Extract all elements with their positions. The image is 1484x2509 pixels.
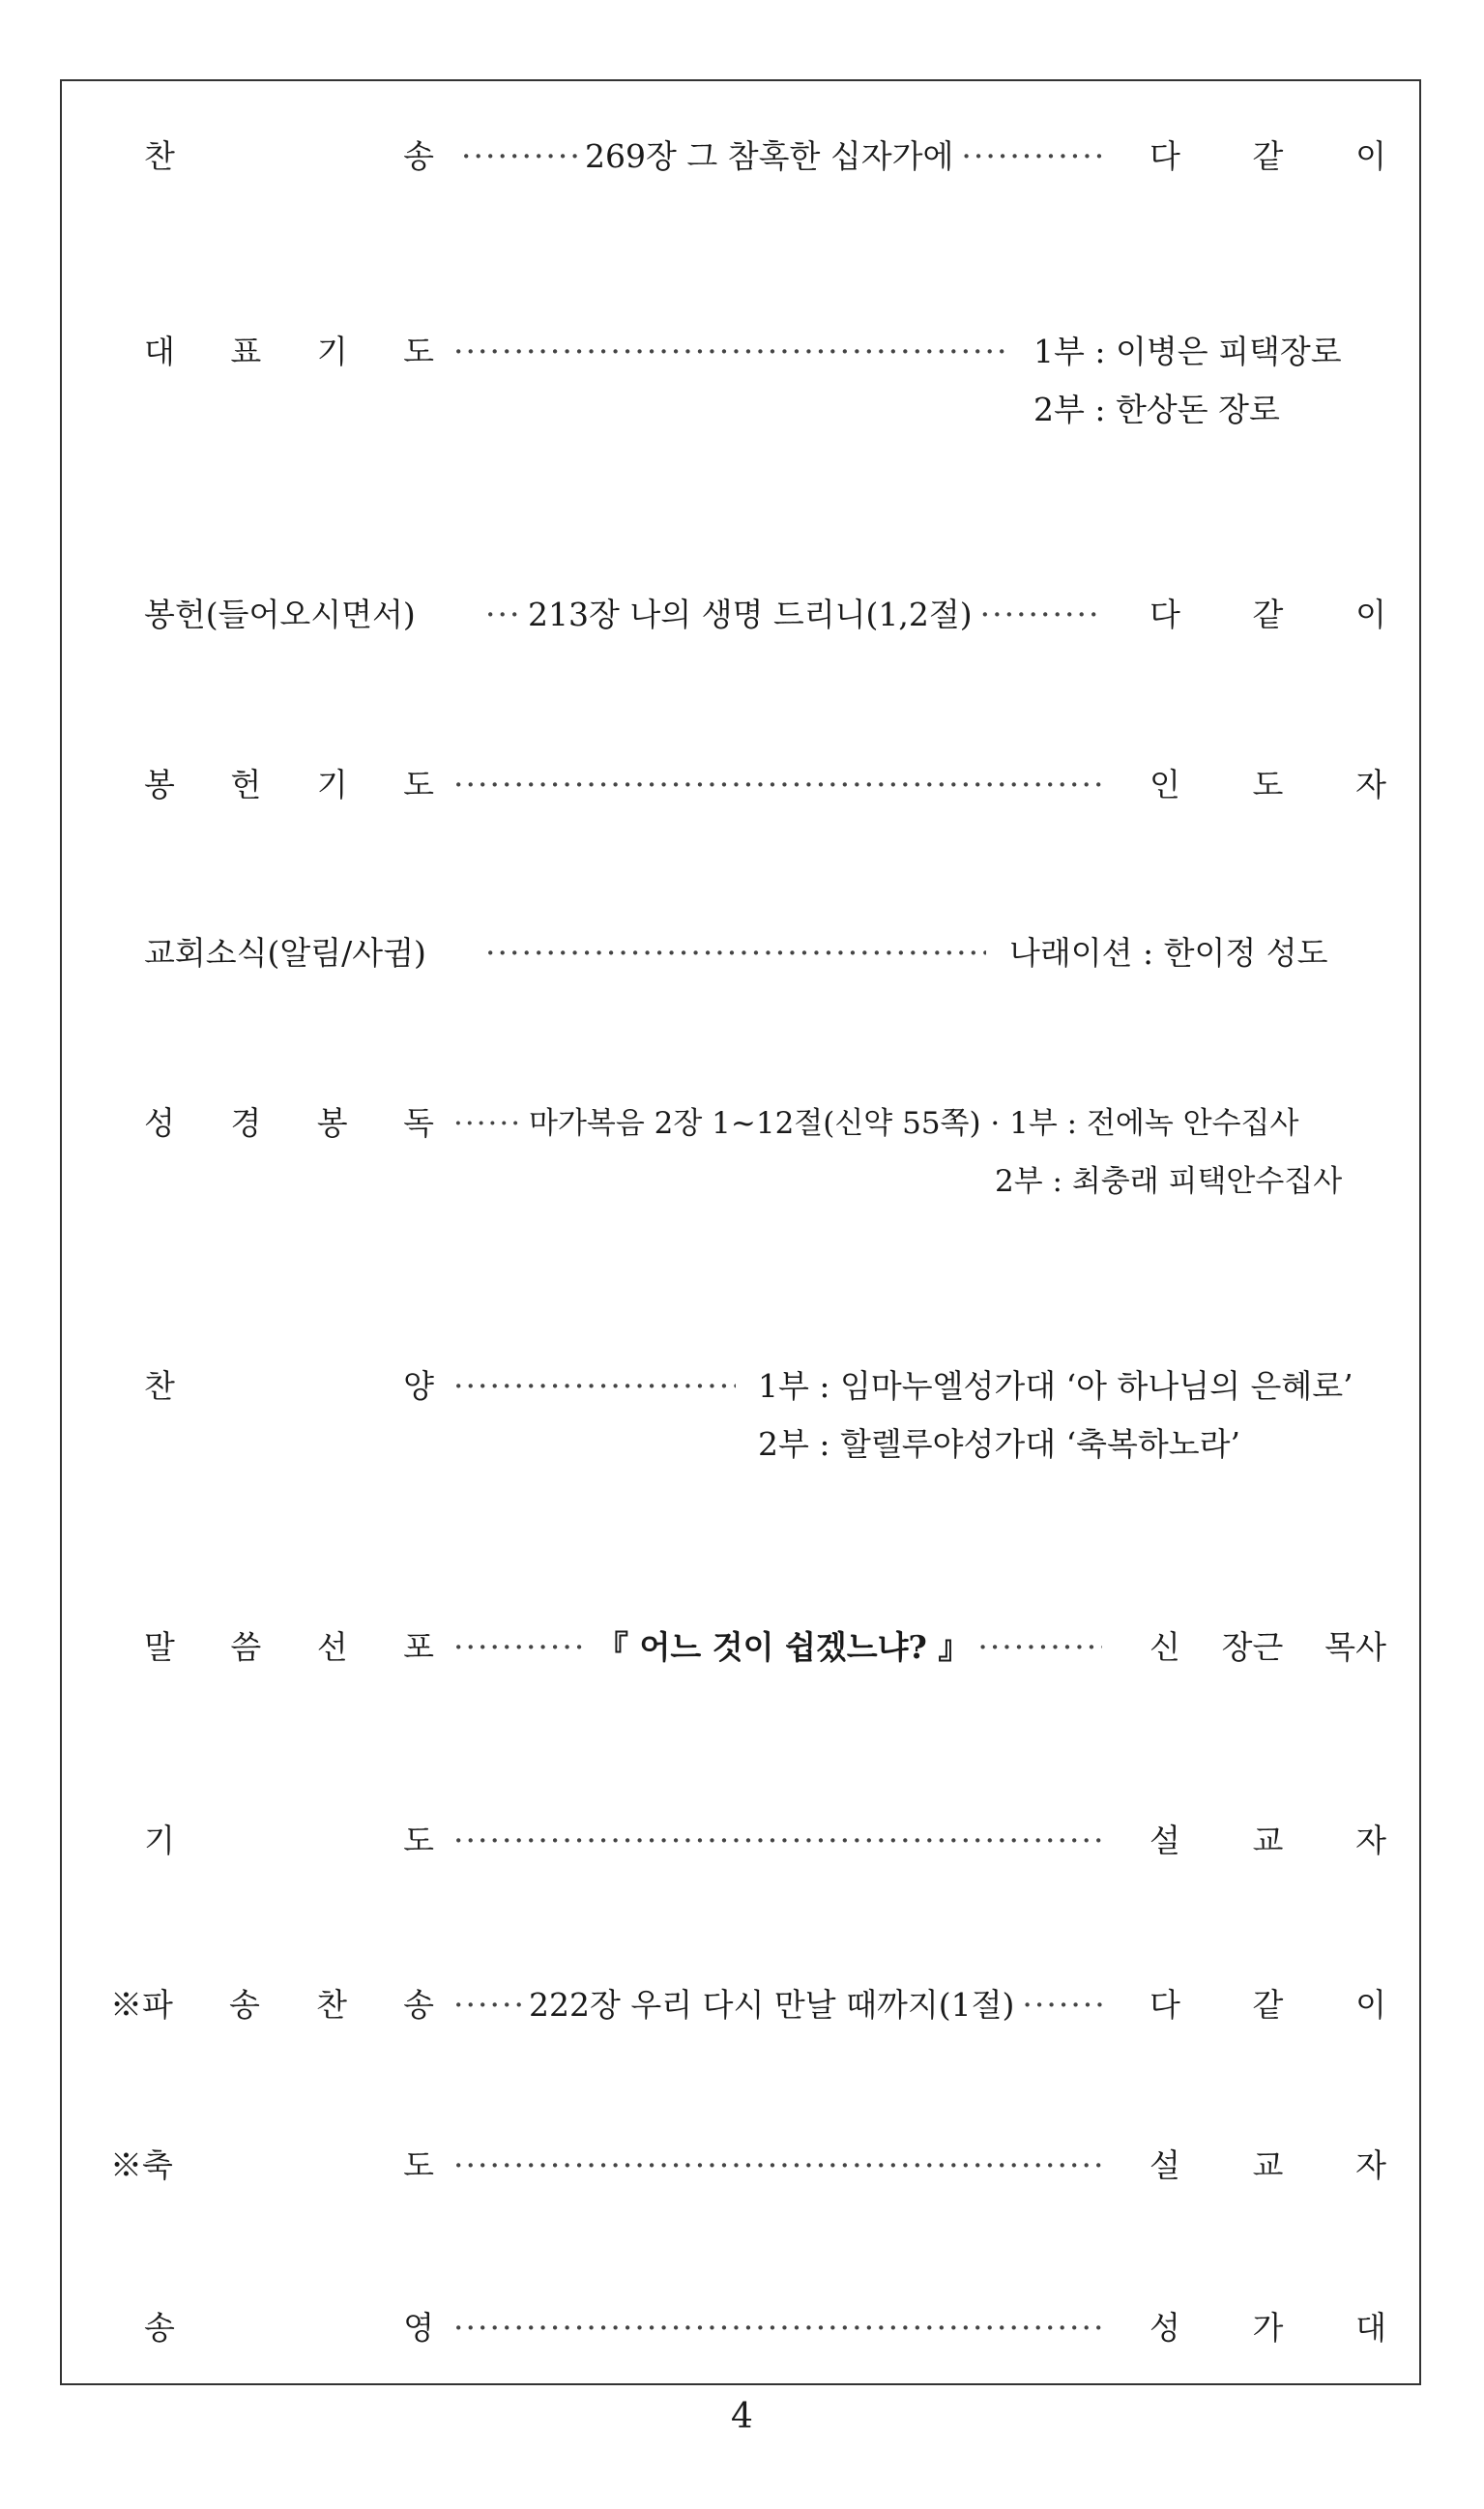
row-line: 나래이션 : 한이정 성도: [1009, 934, 1328, 972]
leader-dots: [961, 128, 1102, 186]
row-sermon: [62, 1619, 1419, 1677]
sermon-title: 『 어느 것이 쉽겠느냐? 』: [597, 1628, 971, 1666]
row-prayer: [62, 1812, 1419, 1870]
leader-dots: [453, 2299, 1102, 2357]
row-offering: [62, 586, 1419, 644]
program-frame: [60, 79, 1421, 2385]
row-label: 교회소식(알림/사귐): [144, 934, 426, 972]
row-line: 2부 : 최충래 피택안수집사: [995, 1164, 1343, 1199]
row-label: 말 씀 선 포: [144, 1628, 434, 1666]
row-responder: 다 같 이: [1149, 1986, 1386, 2024]
row-label: 대 표 기 도: [144, 333, 434, 370]
row-responder: 인 도 자: [1149, 766, 1386, 803]
leader-dots: [453, 1094, 521, 1152]
row-choir-praise: [62, 1357, 1419, 1473]
row-label: 기 도: [144, 1822, 434, 1859]
row-label: 봉헌(들어오시면서): [144, 596, 416, 633]
row-offering-prayer: [62, 756, 1419, 814]
row-line: 1부 : 임마누엘성가대 ‘아 하나님의 은혜로’: [758, 1367, 1353, 1405]
row-label: 찬 송: [144, 137, 434, 175]
row-line: 1부 : 이병은 피택장로: [1033, 333, 1342, 370]
row-doxology: [62, 2299, 1419, 2357]
row-label: 송 영: [144, 2309, 434, 2347]
row-text: 269장 그 참혹한 십자가에: [585, 137, 954, 175]
row-responder: 신 장근 목사: [1149, 1628, 1386, 1666]
row-label: 봉 헌 기 도: [144, 766, 434, 803]
leader-dots: [980, 586, 1102, 644]
leader-dots: [453, 1619, 589, 1677]
leader-dots: [461, 128, 577, 186]
leader-dots: [453, 756, 1102, 814]
leader-dots: [977, 1619, 1102, 1677]
row-benediction: [62, 2137, 1419, 2195]
row-text: 마가복음 2장 1~12절(신약 55쪽) · 1부 : 전에녹 안수집사: [529, 1106, 1299, 1141]
leader-dots: [453, 2137, 1102, 2195]
leader-dots: [453, 1357, 736, 1415]
row-label: 성 경 봉 독: [144, 1104, 434, 1142]
leader-dots: [1022, 1976, 1102, 2034]
page-number: 4: [731, 2397, 753, 2436]
row-responder: 설 교 자: [1149, 1822, 1386, 1859]
row-church-news: [62, 924, 1419, 982]
row-responder: 다 같 이: [1149, 596, 1386, 633]
row-responder: 성 가 대: [1149, 2309, 1386, 2347]
row-scripture-reading: [62, 1094, 1419, 1211]
row-text: 213장 나의 생명 드리니(1,2절): [528, 596, 973, 633]
row-sending-hymn: [62, 1976, 1419, 2034]
row-label: ※파 송 찬 송: [110, 1986, 434, 2024]
leader-dots: [453, 323, 1005, 381]
row-hymn: [62, 128, 1419, 186]
row-line: 2부 : 한상돈 장로: [1033, 391, 1280, 428]
leader-dots: [485, 586, 520, 644]
row-text: 222장 우리 다시 만날 때까지(1절): [529, 1986, 1015, 2024]
row-representative-prayer: [62, 323, 1419, 439]
row-label: 찬 양: [144, 1367, 434, 1405]
row-line: 2부 : 할렐루야성가대 ‘축복하노라’: [758, 1425, 1240, 1463]
row-responder: 다 같 이: [1149, 137, 1386, 175]
leader-dots: [453, 1976, 521, 2034]
leader-dots: [453, 1812, 1102, 1870]
leader-dots: [485, 924, 986, 982]
row-label: ※축 도: [110, 2146, 434, 2184]
row-responder: 설 교 자: [1149, 2146, 1386, 2184]
